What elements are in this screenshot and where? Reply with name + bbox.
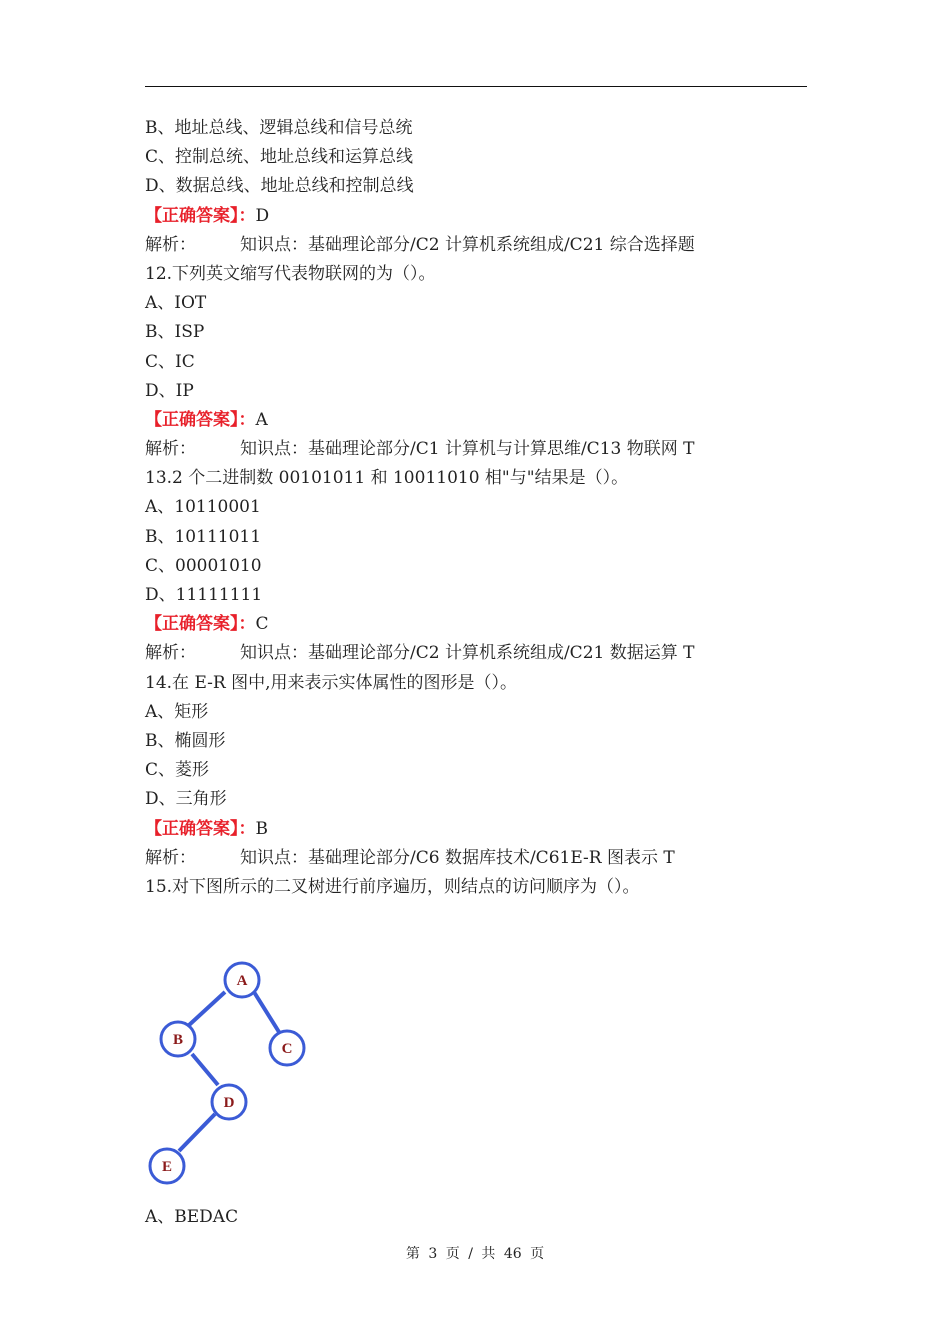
question-title: 12.下列英文缩写代表物联网的为（）。 [145, 263, 436, 284]
analysis-label: 解析： [145, 439, 196, 460]
edge-a-b [188, 992, 225, 1026]
answer-value: A [255, 409, 268, 430]
tree-node-label: C [281, 1041, 293, 1057]
text-line: B、地址总线、逻辑总线和信号总统 [145, 118, 413, 138]
option-line: C、菱形 [145, 760, 210, 781]
option-line: C、IC [145, 351, 195, 372]
answer-label: 【正确答案】： [145, 409, 256, 430]
answer-value: D [255, 205, 270, 226]
answer-line [145, 610, 805, 639]
binary-tree-diagram [140, 952, 320, 1192]
option-line: D、11111111 [145, 585, 263, 605]
footer-prefix: 第 [405, 1246, 420, 1262]
text-line: D、数据总线、地址总线和控制总线 [145, 176, 414, 197]
option-line: D、IP [145, 380, 194, 401]
option-line: B、10111011 [145, 526, 262, 547]
analysis-line [145, 231, 805, 260]
footer-page-unit: 页 [445, 1246, 460, 1262]
footer-total-prefix: 共 [481, 1246, 496, 1262]
question-content [145, 114, 805, 902]
footer-total-unit: 页 [530, 1246, 545, 1262]
tree-node-label: E [161, 1159, 173, 1175]
footer-separator: / [468, 1246, 473, 1262]
question-title: 14.在 E-R 图中,用来表示实体属性的图形是（）。 [145, 672, 518, 693]
analysis-line [145, 435, 805, 464]
text-line: C、控制总统、地址总线和运算总线 [145, 147, 414, 168]
edge-a-c [254, 992, 279, 1032]
answer-line [145, 406, 805, 435]
answer-value: C [255, 614, 269, 635]
analysis-label: 解析： [145, 847, 196, 868]
option-line: A、BEDAC [145, 1207, 239, 1227]
tree-node-label: A [236, 973, 248, 989]
question-title: 15.对下图所示的二叉树进行前序遍历，则结点的访问顺序为（）。 [145, 876, 640, 897]
answer-label: 【正确答案】： [145, 818, 256, 839]
answer-label: 【正确答案】： [145, 205, 256, 226]
answer-value: B [255, 818, 268, 839]
option-line: A、IOT [145, 293, 207, 314]
answer-label: 【正确答案】： [145, 614, 256, 635]
analysis-label: 解析： [145, 234, 196, 255]
footer-page-number: 3 [428, 1246, 438, 1262]
tree-node-label: D [223, 1095, 235, 1111]
tree-node-label: B [172, 1032, 184, 1048]
analysis-line [145, 639, 805, 668]
option-line: B、ISP [145, 322, 205, 343]
option-line: C、00001010 [145, 555, 262, 576]
footer-total-pages: 46 [503, 1246, 522, 1262]
analysis-label: 解析： [145, 643, 196, 664]
analysis-text: 知识点：基础理论部分/C6 数据库技术/C61E-R 图表示 T [240, 847, 675, 868]
edge-b-d [192, 1054, 218, 1085]
answer-line [145, 202, 805, 231]
option-line: D、三角形 [145, 789, 227, 810]
analysis-line [145, 844, 805, 873]
analysis-text: 知识点：基础理论部分/C2 计算机系统组成/C21 综合选择题 [240, 234, 695, 255]
header-rule [145, 86, 807, 87]
question-title: 13.2 个二进制数 00101011 和 10011010 相"与"结果是（）。 [145, 468, 629, 489]
answer-line [145, 815, 805, 844]
edge-d-e [179, 1114, 215, 1151]
page-footer [0, 1243, 950, 1263]
analysis-text: 知识点：基础理论部分/C1 计算机与计算思维/C13 物联网 T [240, 439, 695, 460]
analysis-text: 知识点：基础理论部分/C2 计算机系统组成/C21 数据运算 T [240, 643, 695, 664]
option-line: A、10110001 [145, 497, 261, 518]
option-line: B、椭圆形 [145, 730, 226, 751]
option-line: A、矩形 [145, 701, 209, 722]
